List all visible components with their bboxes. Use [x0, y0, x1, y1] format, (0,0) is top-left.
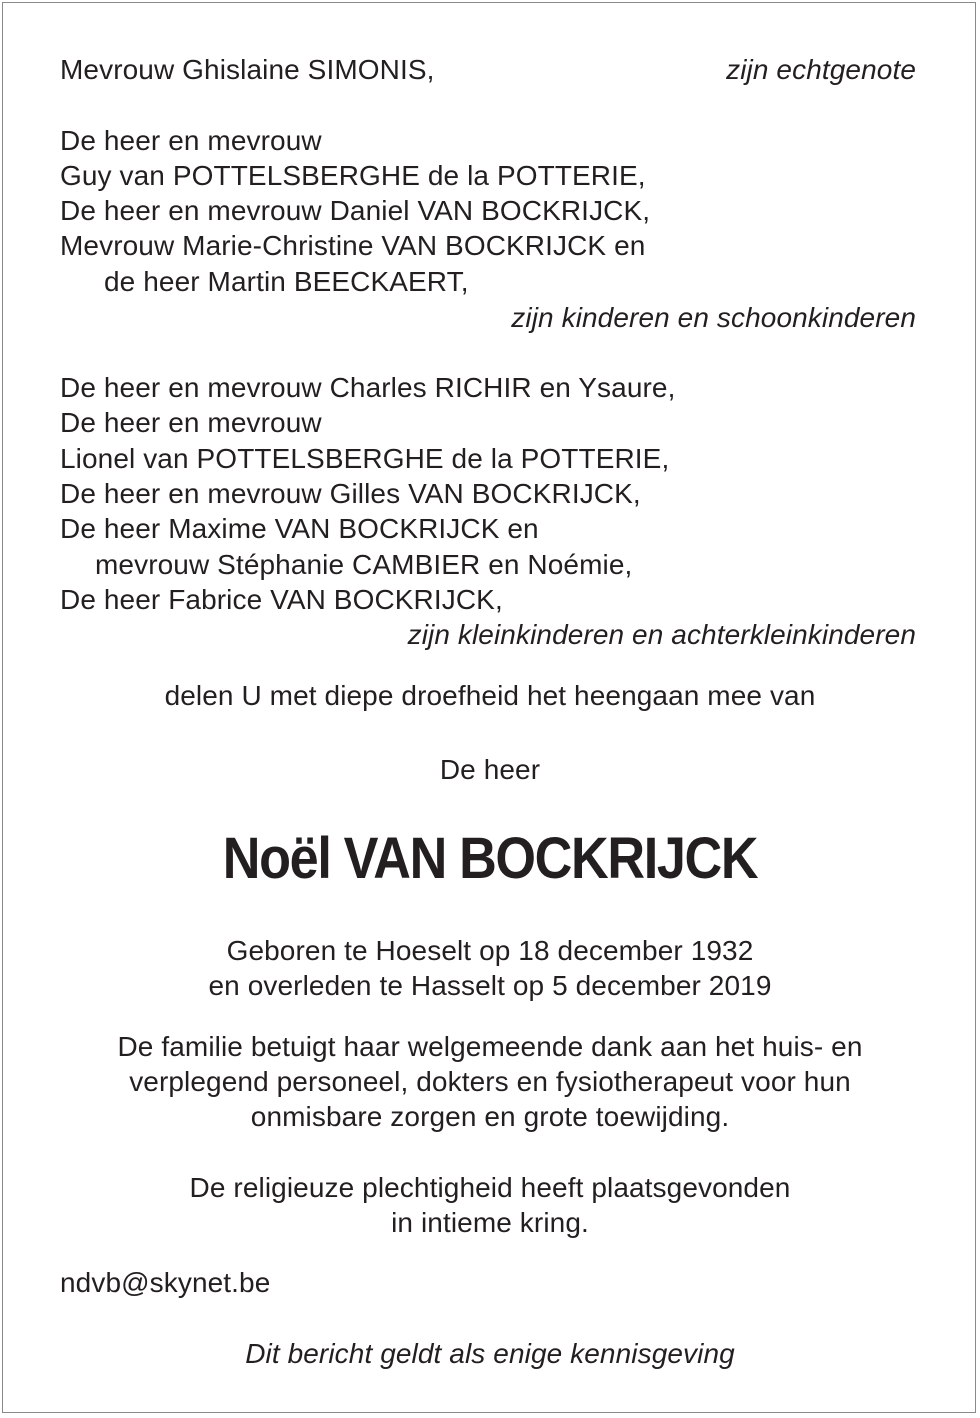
children-role: zijn kinderen en schoonkinderen — [511, 302, 916, 333]
children-line: Mevrouw Marie-Christine VAN BOCKRIJCK en — [60, 230, 646, 261]
spouse-name: Mevrouw Ghislaine SIMONIS, — [60, 54, 435, 85]
children-line: Guy van POTTELSBERGHE de la POTTERIE, — [60, 160, 646, 191]
grandchildren-line: Lionel van POTTELSBERGHE de la POTTERIE, — [60, 443, 670, 474]
grandchildren-line: De heer en mevrouw Charles RICHIR en Ysaure, — [60, 372, 676, 403]
announcement-text: delen U met diepe droefheid het heengaan mee van — [164, 680, 816, 711]
grandchildren-line: De heer en mevrouw Gilles VAN BOCKRIJCK, — [60, 478, 641, 509]
ceremony-line: in intieme kring. — [391, 1207, 589, 1238]
death-text: en overleden te Hasselt op 5 december 2019 — [208, 970, 772, 1001]
spouse-role: zijn echtgenote — [726, 54, 916, 85]
thanks-line: De familie betuigt haar welgemeende dank aan het huis- en — [117, 1031, 863, 1062]
grandchildren-line: De heer Fabrice VAN BOCKRIJCK, — [60, 584, 503, 615]
contact-email: ndvb@skynet.be — [60, 1267, 271, 1298]
children-line: De heer en mevrouw Daniel VAN BOCKRIJCK, — [60, 195, 651, 226]
children-line: De heer en mevrouw — [60, 125, 322, 156]
footer-note: Dit bericht geldt als enige kennisgeving — [245, 1338, 735, 1369]
ceremony-line: De religieuze plechtigheid heeft plaatsgevonden — [189, 1172, 791, 1203]
children-line: de heer Martin BEECKAERT, — [104, 266, 469, 297]
grandchildren-line: De heer Maxime VAN BOCKRIJCK en — [60, 513, 539, 544]
grandchildren-role: zijn kleinkinderen en achterkleinkinderen — [407, 619, 916, 650]
grandchildren-line: De heer en mevrouw — [60, 407, 322, 438]
thanks-line: verplegend personeel, dokters en fysiotherapeut voor hun — [129, 1066, 851, 1097]
deceased-title: De heer — [439, 754, 541, 785]
grandchildren-line: mevrouw Stéphanie CAMBIER en Noémie, — [95, 549, 633, 580]
thanks-line: onmisbare zorgen en grote toewijding. — [250, 1101, 730, 1132]
deceased-name: Noël VAN BOCKRIJCK — [222, 826, 758, 891]
birth-text: Geboren te Hoeselt op 18 december 1932 — [226, 935, 754, 966]
